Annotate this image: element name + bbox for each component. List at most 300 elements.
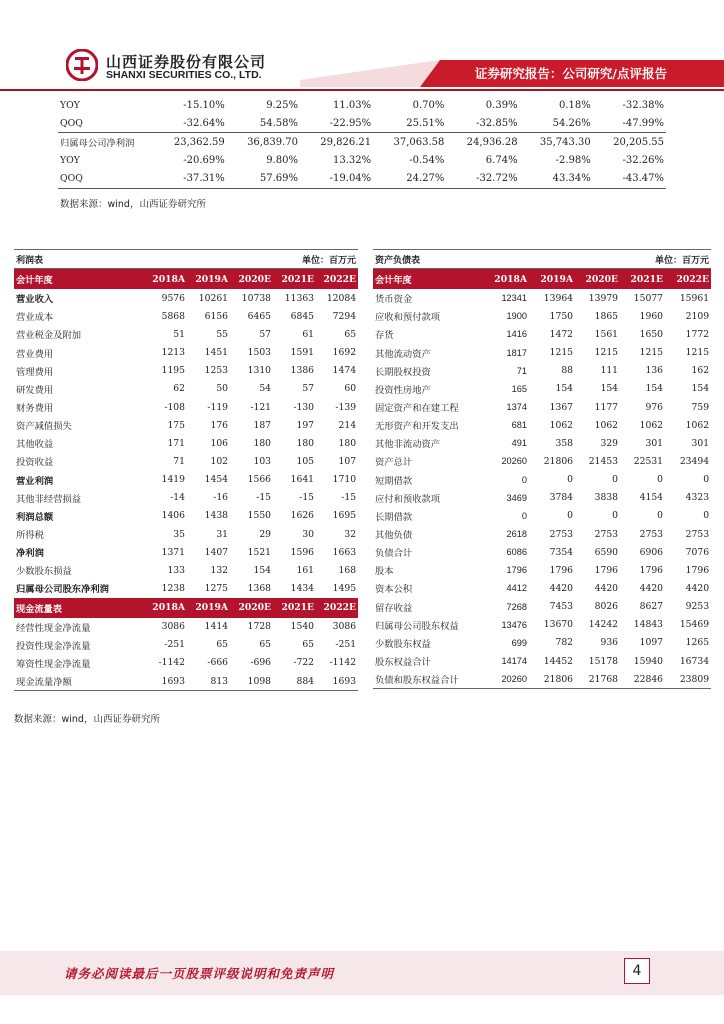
cell-value: 491	[511, 438, 527, 449]
table-row	[14, 344, 358, 362]
cell-value: 1097	[639, 637, 664, 649]
cell-value: 13670	[543, 619, 574, 631]
cell-value: 30	[302, 528, 315, 540]
row-label: 无形资产和开发支出	[375, 421, 459, 433]
header-row	[14, 269, 358, 290]
cell-value: 0	[521, 474, 527, 485]
table-row	[373, 525, 711, 543]
cell-value: 4323	[685, 492, 710, 504]
cell-value: 71	[173, 455, 185, 467]
cell-value: 6906	[639, 546, 664, 558]
cell-value: 57	[259, 328, 272, 340]
cell-value: 0	[521, 510, 527, 521]
cell-value: 1454	[204, 474, 229, 486]
cell-value: 358	[555, 437, 574, 449]
cell-value: 60	[344, 383, 357, 395]
row-label: 归属母公司净利润	[60, 138, 135, 150]
cell-value: 9576	[161, 292, 185, 304]
cell-value: 15961	[679, 292, 710, 304]
table-row	[14, 434, 358, 452]
cell-value: 1062	[639, 419, 664, 431]
cell-value: 187	[253, 419, 272, 431]
table-row	[14, 289, 358, 307]
cell-value: -666	[207, 657, 229, 669]
cell-value: 2753	[594, 528, 619, 540]
cell-value: 2109	[685, 310, 710, 322]
cell-value: 31	[216, 528, 229, 540]
cell-value: 2753	[685, 528, 710, 540]
cell-value: 65	[216, 639, 229, 651]
cell-value: 7268	[506, 601, 527, 612]
cell-value: 1213	[161, 347, 185, 359]
year-header: 2018A	[483, 269, 529, 290]
cell-value: 4412	[506, 583, 527, 594]
cell-value: 1865	[594, 310, 619, 322]
cell-value: 154	[600, 383, 619, 395]
table-row	[14, 672, 358, 691]
row-label: 其他负债	[375, 530, 413, 542]
row-label: 长期股权投资	[375, 366, 431, 378]
cell-value: 25.51%	[373, 114, 446, 133]
table-caption: 利润表	[14, 250, 230, 269]
table-caption-row	[14, 250, 358, 269]
row-label: 股本	[375, 566, 394, 578]
cell-value: 7294	[332, 310, 357, 322]
table-row	[58, 133, 666, 152]
cell-value: 3838	[594, 492, 619, 504]
cell-value: 1474	[332, 365, 357, 377]
report-type: 证券研究报告：公司研究/点评报告	[474, 66, 667, 81]
row-label: 利润总额	[16, 511, 54, 523]
cell-value: 4420	[594, 582, 619, 594]
cell-value: 6845	[290, 310, 315, 322]
cell-value: 154	[555, 383, 574, 395]
cell-value: 111	[600, 365, 619, 377]
cell-value: 1817	[506, 347, 527, 358]
cell-value: 21806	[529, 670, 575, 689]
table-row	[373, 634, 711, 652]
cell-value: 782	[555, 637, 574, 649]
row-label: 其他流动资产	[375, 348, 431, 360]
cell-value: 936	[600, 637, 619, 649]
cell-value: -1142	[158, 657, 185, 669]
cell-value: 4420	[685, 582, 710, 594]
cell-value: 0	[657, 474, 664, 486]
cell-value: 22531	[633, 455, 664, 467]
cell-value: 35,743.30	[539, 136, 591, 148]
cell-value: -119	[207, 401, 229, 413]
row-label: 财务费用	[16, 403, 54, 415]
cell-value: 1960	[639, 310, 664, 322]
row-label: 归属母公司股东净利润	[16, 584, 109, 596]
cell-value: 23809	[665, 670, 711, 689]
row-label: 负债合计	[375, 548, 413, 560]
unit-label: 单位：百万元	[230, 250, 358, 269]
cell-value: 36,839.70	[247, 136, 298, 148]
cell-value: -15.10%	[183, 99, 225, 111]
company-name-cn: 山西证券股份有限公司	[106, 53, 267, 71]
table-row	[14, 561, 358, 579]
cell-value: 0	[567, 510, 574, 522]
cell-value: 1062	[685, 419, 710, 431]
table-row	[14, 325, 358, 343]
cell-value: 14843	[633, 619, 664, 631]
table-row	[14, 380, 358, 398]
cell-value: 35	[173, 528, 185, 540]
cell-value: 1275	[204, 582, 229, 594]
cell-value: 154	[645, 383, 664, 395]
cell-value: 1368	[247, 582, 272, 594]
year-header: 2020E	[575, 269, 620, 290]
cell-value: 1407	[204, 546, 229, 558]
cell-value: 1438	[204, 510, 229, 522]
cell-value: 1796	[594, 564, 619, 576]
cell-value: 0.18%	[559, 99, 591, 111]
cell-value: 21806	[543, 455, 574, 467]
row-label: 资产总计	[375, 457, 413, 469]
balance-sheet-table	[373, 249, 711, 689]
table-row	[14, 579, 358, 597]
cell-value: 1900	[506, 311, 527, 322]
cell-value: 1177	[594, 401, 619, 413]
data-source-top: 数据来源：wind，山西证券研究所	[60, 199, 206, 210]
cell-value: 1238	[161, 582, 185, 594]
cell-value: 1796	[506, 565, 527, 576]
table-row	[373, 380, 711, 398]
row-label: 其他收益	[16, 439, 54, 451]
table-row	[373, 289, 711, 307]
cell-value: 1265	[685, 637, 710, 649]
table-row	[373, 325, 711, 343]
row-label: 股东权益合计	[375, 657, 431, 669]
cell-value: 1195	[161, 365, 185, 377]
cell-value: 1650	[639, 328, 664, 340]
cell-value: 7076	[685, 546, 710, 558]
cell-value: 1591	[290, 347, 315, 359]
cell-value: 62	[173, 383, 185, 395]
cell-value: 813	[187, 672, 230, 691]
cell-value: 171	[167, 437, 185, 449]
cell-value: 1796	[639, 564, 664, 576]
cell-value: 1215	[594, 347, 619, 359]
disclaimer-link[interactable]: 请务必阅读最后一页股票评级说明和免责声明	[64, 966, 335, 981]
cell-value: 1416	[506, 329, 527, 340]
table-row	[14, 416, 358, 434]
cell-value: 176	[210, 419, 229, 431]
cell-value: 175	[167, 419, 185, 431]
cell-value: 1693	[316, 672, 358, 691]
table-row	[373, 398, 711, 416]
cell-value: 65	[302, 639, 315, 651]
row-label: 应收和预付款项	[375, 312, 441, 324]
year-header: 2022E	[316, 269, 358, 290]
cell-value: 0	[567, 474, 574, 486]
year-header: 2018A	[144, 269, 187, 290]
table-row	[373, 579, 711, 597]
cell-value: 1566	[247, 474, 272, 486]
cell-value: 214	[338, 419, 357, 431]
row-label: 投资收益	[16, 457, 54, 469]
cell-value: 180	[253, 437, 272, 449]
cell-value: 12341	[501, 293, 527, 304]
cell-value: 0	[612, 510, 619, 522]
cell-value: 1451	[204, 347, 229, 359]
company-name-en: SHANXI SECURITIES CO., LTD.	[106, 69, 262, 81]
cell-value: 1472	[549, 328, 574, 340]
cell-value: 23,362.59	[173, 136, 225, 148]
cell-value: 14174	[501, 656, 527, 667]
year-header: 2019A	[529, 269, 575, 290]
year-header: 2022E	[316, 598, 358, 618]
row-label: 所得税	[16, 530, 44, 542]
cell-value: 759	[691, 401, 710, 413]
cell-value: 4420	[639, 582, 664, 594]
table-row	[373, 434, 711, 452]
table-row	[373, 489, 711, 507]
cell-value: 11.03%	[333, 99, 372, 111]
row-label: 投资性现金净流量	[16, 640, 91, 652]
table-row	[373, 471, 711, 489]
table-row	[14, 452, 358, 470]
table-row	[58, 96, 666, 114]
table-row	[58, 170, 666, 189]
cell-value: 6086	[506, 547, 527, 558]
cell-value: 21768	[575, 670, 620, 689]
cell-value: 9.25%	[266, 99, 298, 111]
row-label: 少数股东权益	[375, 638, 431, 650]
row-label: 其他非流动资产	[375, 439, 441, 451]
cell-value: 57	[302, 383, 315, 395]
cell-value: 1419	[161, 474, 185, 486]
cell-value: 43.34%	[520, 170, 593, 189]
cell-value: 1253	[204, 365, 229, 377]
table-row	[14, 654, 358, 672]
cell-value: 1796	[685, 564, 710, 576]
cell-value: 699	[511, 637, 527, 648]
cell-value: 13964	[543, 292, 574, 304]
data-source-bottom: 数据来源：wind，山西证券研究所	[14, 714, 160, 725]
cell-value: 12084	[326, 292, 357, 304]
cell-value: 8627	[639, 601, 664, 613]
cell-value: 168	[338, 564, 357, 576]
cell-value: 9.80%	[266, 155, 298, 167]
table-row	[373, 616, 711, 634]
cell-value: 4420	[549, 582, 574, 594]
cell-value: 3086	[332, 621, 357, 633]
cell-value: 8026	[594, 601, 619, 613]
cell-value: 3086	[161, 621, 185, 633]
cell-value: 105	[296, 455, 315, 467]
cell-value: 103	[253, 455, 272, 467]
cell-value: 1521	[247, 546, 272, 558]
cell-value: -15	[256, 492, 272, 504]
cell-value: 1540	[290, 621, 315, 633]
cell-value: 1215	[685, 347, 710, 359]
row-label: 营业成本	[16, 312, 54, 324]
cell-value: 1750	[549, 310, 574, 322]
header-row	[373, 269, 711, 290]
cell-value: 1503	[247, 347, 272, 359]
cell-value: 1728	[247, 621, 272, 633]
table-row	[14, 362, 358, 380]
year-header: 2019A	[187, 598, 230, 618]
cell-value: 15077	[633, 292, 664, 304]
cell-value: -696	[250, 657, 272, 669]
cell-value: 884	[273, 672, 316, 691]
row-label: 货币资金	[375, 294, 413, 306]
cell-value: 23494	[679, 455, 710, 467]
row-label: 资产减值损失	[16, 421, 72, 433]
table-row	[14, 636, 358, 654]
cell-value: 71	[516, 365, 527, 376]
table-row	[373, 344, 711, 362]
cell-value: 15940	[633, 655, 664, 667]
cell-value: 10261	[198, 292, 229, 304]
cell-value: 6.74%	[485, 155, 518, 167]
cell-value: 15178	[588, 655, 619, 667]
cell-value: 6465	[247, 310, 272, 322]
cell-value: 1098	[230, 672, 273, 691]
page-number: 4	[624, 958, 650, 984]
table-row	[14, 543, 358, 561]
cell-value: -19.04%	[300, 170, 373, 189]
table-caption: 资产负债表	[373, 250, 575, 269]
row-label: 营业收入	[16, 294, 54, 306]
cell-value: 1367	[549, 401, 574, 413]
table-row	[58, 114, 666, 133]
cell-value: 13979	[588, 292, 619, 304]
row-label: 其他非经营损益	[16, 493, 82, 505]
cell-value: 29	[259, 528, 272, 540]
cell-value: 1414	[204, 621, 229, 633]
cell-value: 3784	[549, 492, 574, 504]
row-label: QOQ	[58, 170, 154, 189]
cell-value: 61	[302, 328, 315, 340]
row-label: 负债和股东权益合计	[373, 670, 483, 689]
cell-value: -0.54%	[409, 155, 445, 167]
cell-value: 1596	[290, 546, 315, 558]
cell-value: 0	[703, 474, 710, 486]
cell-value: 6156	[204, 310, 229, 322]
cell-value: 54.26%	[520, 114, 593, 133]
cell-value: 3469	[506, 492, 527, 503]
cell-value: 54	[259, 383, 272, 395]
cell-value: 1626	[290, 510, 315, 522]
table-row	[14, 525, 358, 543]
cell-value: 301	[691, 437, 710, 449]
table-row	[373, 362, 711, 380]
cell-value: 1693	[144, 672, 187, 691]
row-label: 营业税金及附加	[16, 330, 82, 342]
cell-value: -2.98%	[555, 155, 591, 167]
cell-value: -37.31%	[154, 170, 227, 189]
cell-value: 2618	[506, 529, 527, 540]
cell-value: -32.64%	[154, 114, 227, 133]
row-label: 短期借款	[375, 475, 413, 487]
cell-value: -32.38%	[622, 99, 664, 111]
header-row	[14, 598, 358, 618]
cell-value: -15	[299, 492, 315, 504]
cell-value: -722	[293, 657, 315, 669]
cell-value: 6590	[594, 546, 619, 558]
cell-value: 0	[612, 474, 619, 486]
row-label: 资本公积	[375, 584, 413, 596]
header-label: 会计年度	[14, 269, 144, 290]
row-label: QOQ	[58, 114, 154, 133]
cell-value: 29,826.21	[320, 136, 372, 148]
year-header: 2022E	[665, 269, 711, 290]
cell-value: 136	[645, 365, 664, 377]
cell-value: 65	[259, 639, 272, 651]
cell-value: 0	[703, 510, 710, 522]
table-row	[373, 561, 711, 579]
row-label: 固定资产和在建工程	[375, 403, 459, 415]
cell-value: 1561	[594, 328, 619, 340]
cell-value: 1310	[247, 365, 272, 377]
table-caption-row	[373, 250, 711, 269]
year-header: 2019A	[187, 269, 230, 290]
cell-value: 154	[253, 564, 272, 576]
year-header: 2018A	[144, 598, 187, 618]
cell-value: 1663	[332, 546, 357, 558]
table-row	[14, 618, 358, 636]
cell-value: 7354	[549, 546, 574, 558]
cell-value: 50	[216, 383, 229, 395]
row-label: 长期借款	[375, 511, 413, 523]
row-label: 管理费用	[16, 366, 54, 378]
cell-value: 24,936.28	[466, 136, 518, 148]
cell-value: 107	[338, 455, 357, 467]
cell-value: 1772	[685, 328, 710, 340]
cell-value: -251	[164, 639, 185, 651]
row-label: 应付和预收款项	[375, 493, 441, 505]
cell-value: 1710	[332, 474, 357, 486]
cell-value: 16734	[679, 655, 710, 667]
year-header: 2021E	[620, 269, 665, 290]
cell-value: -47.99%	[593, 114, 666, 133]
cell-value: 20260	[483, 670, 529, 689]
income-statement-table	[14, 249, 358, 691]
cell-value: -32.26%	[622, 155, 664, 167]
table-row	[373, 452, 711, 470]
cell-value: 1434	[290, 582, 315, 594]
table-row	[14, 471, 358, 489]
cell-value: 161	[296, 564, 315, 576]
cell-value: 1692	[332, 347, 357, 359]
row-label: 净利润	[16, 548, 44, 560]
cell-value: 4154	[639, 492, 664, 504]
header-label: 现金流量表	[14, 598, 144, 618]
cell-value: -130	[293, 401, 315, 413]
table-row	[373, 598, 711, 616]
cell-value: 13.32%	[333, 155, 372, 167]
table-row	[373, 507, 711, 525]
year-header: 2021E	[273, 269, 316, 290]
row-label: 营业费用	[16, 348, 54, 360]
cell-value: 7453	[549, 601, 574, 613]
cell-value: 1062	[549, 419, 574, 431]
cell-value: 10738	[241, 292, 272, 304]
cell-value: 329	[600, 437, 619, 449]
cell-value: 55	[216, 328, 229, 340]
year-header: 2020E	[230, 269, 273, 290]
row-label: 归属母公司股东权益	[375, 620, 459, 632]
cell-value: 1550	[247, 510, 272, 522]
row-label: YOY	[60, 155, 80, 167]
cell-value: 22846	[620, 670, 665, 689]
table-row	[373, 652, 711, 670]
table-row	[373, 670, 711, 689]
